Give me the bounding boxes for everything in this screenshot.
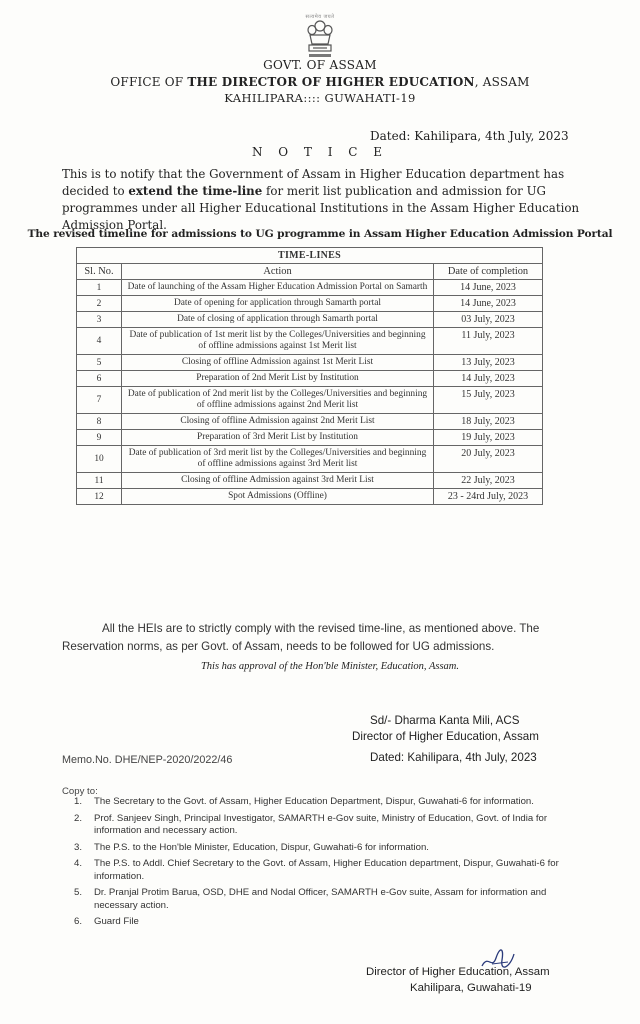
col-header-sl: Sl. No.: [77, 264, 122, 280]
row-date: 11 July, 2023: [434, 328, 543, 355]
table-row: [77, 387, 543, 414]
table-row: [77, 371, 543, 387]
emblem-caption: सत्यमेव जयते: [305, 14, 335, 20]
copy-to-number: 1.: [74, 796, 83, 807]
row-action: Date of publication of 3rd merit list by the Colleges/Universities and beginning of offline admissions against 3rd Merit list: [122, 446, 434, 473]
row-action: Date of opening for application through Samarth portal: [122, 296, 434, 312]
row-date: 20 July, 2023: [434, 446, 543, 473]
row-action: Preparation of 3rd Merit List by Institution: [122, 430, 434, 446]
col-header-action: Action: [122, 264, 434, 280]
footer-designation: Director of Higher Education, Assam: [366, 966, 550, 978]
copy-to-item: [62, 916, 582, 929]
row-date: 18 July, 2023: [434, 414, 543, 430]
table-row: [77, 312, 543, 328]
copy-to-text: Dr. Pranjal Protim Barua, OSD, DHE and Nodal Officer, SAMARTH e-Gov suite, Assam for information and necessary action.: [94, 887, 547, 911]
copy-to-number: 3.: [74, 841, 83, 853]
intro-paragraph: [62, 166, 582, 234]
row-date: 22 July, 2023: [434, 473, 543, 489]
copy-to-text: The P.S. to Addl. Chief Secretary to the Govt. of Assam, Higher Education department, Dispur, Guwahati-6 for information.: [94, 858, 559, 882]
row-sl-no: 4: [77, 328, 122, 355]
copy-to-number: 2.: [74, 812, 83, 824]
row-action: Preparation of 2nd Merit List by Institution: [122, 371, 434, 387]
notice-title: N O T I C E: [251, 145, 389, 159]
row-date: 14 June, 2023: [434, 280, 543, 296]
row-sl-no: 8: [77, 414, 122, 430]
footer-address: Kahilipara, Guwahati-19: [410, 982, 532, 994]
copy-to-item: [62, 813, 582, 838]
row-sl-no: 3: [77, 312, 122, 328]
copy-to-text: The P.S. to the Hon'ble Minister, Education, Dispur, Guwahati-6 for information.: [94, 841, 429, 853]
signed-by: Sd/- Dharma Kanta Mili, ACS: [370, 714, 520, 727]
copy-to-text: The Secretary to the Govt. of Assam, Higher Education Department, Dispur, Guwahati-6 for information.: [94, 796, 534, 807]
copy-to-number: 5.: [74, 887, 83, 898]
timeline-table: [76, 247, 543, 505]
row-action: Closing of offline Admission against 3rd Merit List: [122, 473, 434, 489]
row-sl-no: 9: [77, 430, 122, 446]
memo-number: Memo.No. DHE/NEP-2020/2022/46: [62, 754, 233, 766]
approval-note: This has approval of the Hon'ble Minister, Education, Assam.: [200, 661, 460, 672]
national-emblem-icon: [300, 18, 340, 62]
table-row: [77, 296, 543, 312]
table-row: [77, 355, 543, 371]
govt-heading: GOVT. OF ASSAM: [263, 58, 377, 72]
intro-bold: extend the time-line: [128, 184, 263, 198]
copy-to-list: [62, 796, 582, 933]
row-action: Date of launching of the Assam Higher Education Admission Portal on Samarth: [122, 280, 434, 296]
timeline-rows: [77, 280, 543, 505]
dated-top: Dated: Kahilipara, 4th July, 2023: [370, 129, 569, 143]
table-title: TIME-LINES: [77, 248, 543, 264]
table-row: [77, 446, 543, 473]
row-action: Date of closing of application through Samarth portal: [122, 312, 434, 328]
signatory-designation: Director of Higher Education, Assam: [352, 730, 539, 743]
copy-to-number: 6.: [74, 916, 83, 927]
dated-bottom: Dated: Kahilipara, 4th July, 2023: [370, 751, 537, 764]
table-row: [77, 328, 543, 355]
compliance-paragraph: All the HEIs are to strictly comply with the revised time-line, as mentioned above. The Reservation norms, as per Govt. of Assam, needs to be followed for UG admissions.: [62, 622, 540, 653]
row-date: 14 June, 2023: [434, 296, 543, 312]
intro-part2: for merit list publication and admission for UG programmes under all Higher Educational Institutions in the Assam Higher Education Admission Portal.: [62, 184, 580, 232]
copy-to-text: Prof. Sanjeev Singh, Principal Investigator, SAMARTH e-Gov suite, Ministry of Education, Govt. of India for information and necessary action.: [94, 812, 548, 836]
copy-to-item: [62, 842, 582, 855]
row-sl-no: 11: [77, 473, 122, 489]
col-header-date: Date of completion: [434, 264, 543, 280]
table-row: [77, 414, 543, 430]
row-action: Closing of offline Admission against 2nd Merit List: [122, 414, 434, 430]
office-bold: THE DIRECTOR OF HIGHER EDUCATION: [187, 75, 475, 89]
row-sl-no: 10: [77, 446, 122, 473]
row-date: 14 July, 2023: [434, 371, 543, 387]
copy-to-item: [62, 858, 582, 883]
table-row: [77, 430, 543, 446]
office-address: KAHILIPARA:::: GUWAHATI-19: [224, 91, 416, 105]
office-heading: [0, 75, 640, 89]
revised-timeline-heading: The revised timeline for admissions to UG programme in Assam Higher Education Admission Portal: [27, 228, 613, 240]
row-sl-no: 1: [77, 280, 122, 296]
copy-to-label: Copy to:: [62, 786, 98, 797]
row-date: 23 - 24rd July, 2023: [434, 489, 543, 505]
row-action: Closing of offline Admission against 1st Merit List: [122, 355, 434, 371]
row-sl-no: 5: [77, 355, 122, 371]
row-action: Date of publication of 1st merit list by the Colleges/Universities and beginning of offline admissions against 1st Merit list: [122, 328, 434, 355]
row-action: Spot Admissions (Offline): [122, 489, 434, 505]
row-sl-no: 6: [77, 371, 122, 387]
copy-to-item: [62, 796, 582, 809]
row-sl-no: 12: [77, 489, 122, 505]
row-action: Date of publication of 2nd merit list by the Colleges/Universities and beginning of offline admissions against 2nd Merit list: [122, 387, 434, 414]
table-row: [77, 280, 543, 296]
row-sl-no: 7: [77, 387, 122, 414]
row-sl-no: 2: [77, 296, 122, 312]
copy-to-number: 4.: [74, 858, 83, 869]
table-row: [77, 489, 543, 505]
table-row: [77, 473, 543, 489]
office-prefix: OFFICE OF: [110, 75, 188, 89]
office-suffix: , ASSAM: [474, 75, 530, 89]
copy-to-item: [62, 887, 582, 912]
intro-part1: This is to notify that the Government of Assam in Higher Education department has decided to: [62, 167, 565, 198]
row-date: 03 July, 2023: [434, 312, 543, 328]
copy-to-text: Guard File: [94, 916, 139, 927]
row-date: 15 July, 2023: [434, 387, 543, 414]
row-date: 13 July, 2023: [434, 355, 543, 371]
row-date: 19 July, 2023: [434, 430, 543, 446]
